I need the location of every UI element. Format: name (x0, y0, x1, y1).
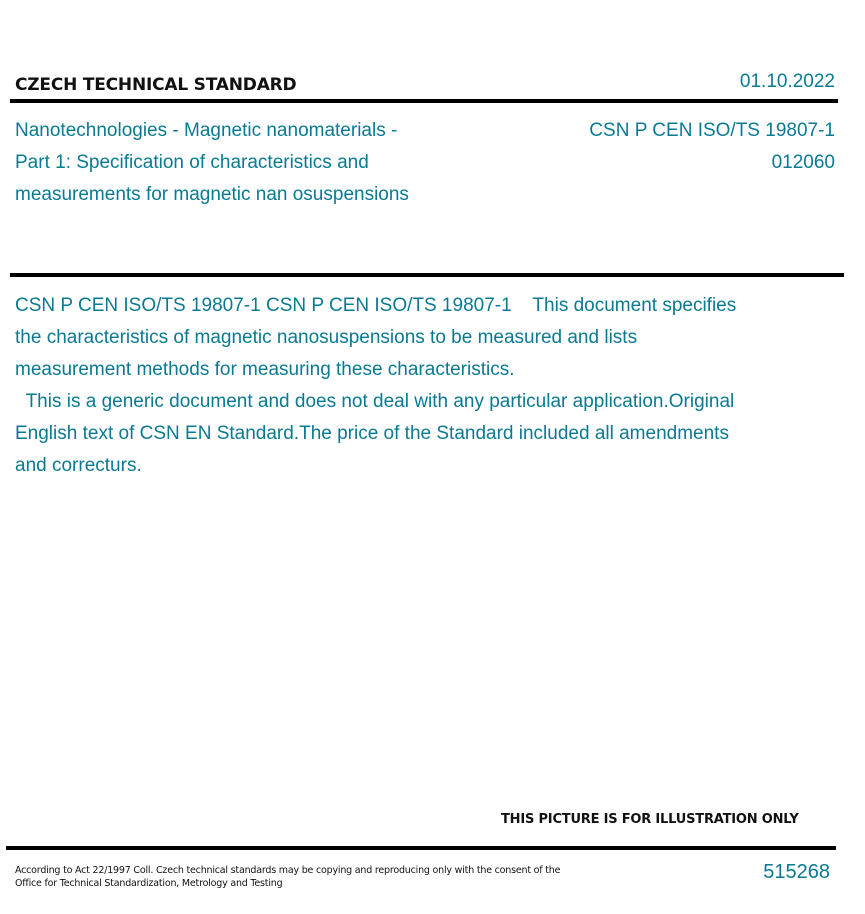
document-abstract: CSN P CEN ISO/TS 19807-1 CSN P CEN ISO/TS 19807-1 This document specifies the characteristics of magnetic nanosuspensions to be measured and lists measurement methods for measuring these characteristics. This is a generic document and does not deal with any particular application.Original English text of CSN EN Standard.The price of the Standard included all amendments and correcturs. (15, 295, 737, 476)
document-title: Nanotechnologies - Magnetic nanomaterials - Part 1: Specification of characteristics and measurements for magnetic nan osuspensions (15, 120, 409, 205)
legal-notice: According to Act 22/1997 Coll. Czech technical standards may be copying and reproducing only with the consent of the Office for Technical Standardization, Metrology and Testing (15, 865, 561, 889)
publication-date: 01.10.2022 (739, 71, 835, 92)
illustration-notice: THIS PICTURE IS FOR ILLUSTRATION ONLY (501, 812, 799, 827)
classification-code: 012060 (771, 152, 835, 173)
top-divider (10, 99, 838, 103)
bottom-divider (6, 846, 836, 850)
standard-codes (589, 115, 835, 179)
standard-type-label: CZECH TECHNICAL STANDARD (15, 75, 297, 95)
standard-code: CSN P CEN ISO/TS 19807-1 (589, 120, 835, 141)
middle-divider (10, 273, 844, 277)
document-number: 515268 (763, 861, 830, 883)
